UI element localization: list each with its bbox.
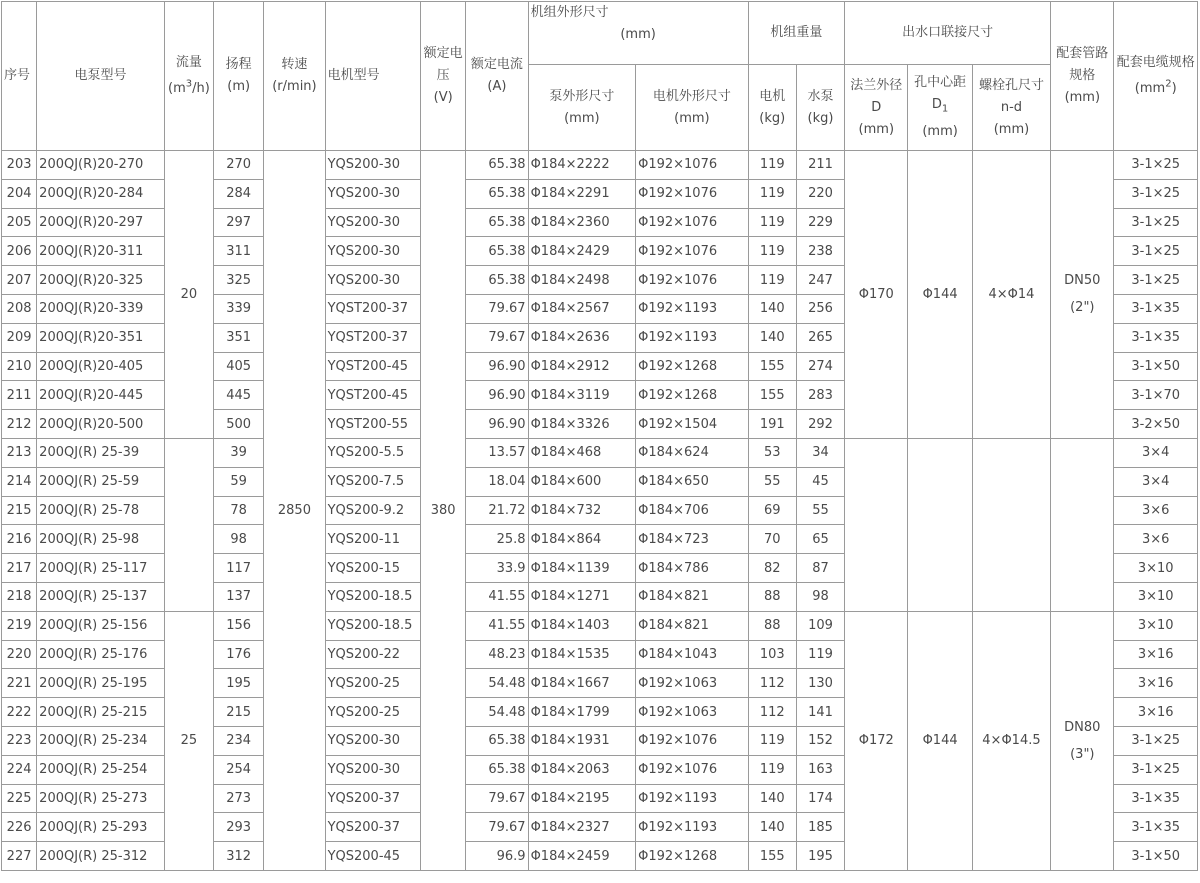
flow-group-25: 25 (164, 611, 213, 870)
row-head: 405 (214, 352, 264, 381)
flow-group-20: 20 (164, 151, 213, 439)
row-current: 54.48 (466, 698, 528, 727)
row-no: 214 (2, 467, 37, 496)
row-current: 65.38 (466, 151, 528, 180)
row-pump-dims: Φ184×2636 (528, 323, 636, 352)
row-motor-dims: Φ192×1193 (636, 294, 749, 323)
row-weight-pump: 174 (796, 784, 844, 813)
row-weight-motor: 88 (748, 582, 796, 611)
row-current: 65.38 (466, 179, 528, 208)
row-no: 219 (2, 611, 37, 640)
bolt-group-a: 4×Φ14 (972, 151, 1050, 439)
row-no: 212 (2, 410, 37, 439)
row-model: 200QJ(R)20-351 (37, 323, 165, 352)
row-motor: YQS200-37 (325, 813, 420, 842)
row-cable: 3-2×50 (1114, 410, 1198, 439)
row-cable: 3-1×35 (1114, 294, 1198, 323)
header-weight: 机组重量 (748, 2, 844, 65)
row-weight-motor: 103 (748, 640, 796, 669)
row-weight-pump: 265 (796, 323, 844, 352)
row-motor: YQS200-37 (325, 784, 420, 813)
row-pump-dims: Φ184×1799 (528, 698, 636, 727)
header-model: 电泵型号 (37, 2, 165, 151)
row-motor-dims: Φ192×1193 (636, 323, 749, 352)
row-current: 41.55 (466, 582, 528, 611)
row-model: 200QJ(R) 25-59 (37, 467, 165, 496)
row-motor-dims: Φ192×1504 (636, 410, 749, 439)
row-weight-pump: 256 (796, 294, 844, 323)
row-cable: 3-1×25 (1114, 208, 1198, 237)
row-motor-dims: Φ192×1268 (636, 352, 749, 381)
row-head: 78 (214, 496, 264, 525)
flange-group-a: Φ170 (845, 151, 908, 439)
row-cable: 3-1×35 (1114, 813, 1198, 842)
row-motor-dims: Φ192×1076 (636, 726, 749, 755)
row-weight-motor: 155 (748, 842, 796, 871)
row-motor: YQS200-15 (325, 554, 420, 583)
row-current: 18.04 (466, 467, 528, 496)
row-weight-motor: 140 (748, 784, 796, 813)
header-cable: 配套电缆规格 $(mm^2)$ (1114, 2, 1198, 151)
row-motor: YQS200-7.5 (325, 467, 420, 496)
row-current: 65.38 (466, 726, 528, 755)
row-weight-motor: 155 (748, 352, 796, 381)
row-current: 96.9 (466, 842, 528, 871)
row-current: 21.72 (466, 496, 528, 525)
row-model: 200QJ(R)20-500 (37, 410, 165, 439)
header-no: 序号 (2, 2, 37, 151)
row-weight-pump: 141 (796, 698, 844, 727)
row-motor: YQS200-25 (325, 698, 420, 727)
row-current: 48.23 (466, 640, 528, 669)
row-pump-dims: Φ184×3326 (528, 410, 636, 439)
header-weight-motor: 电机 (kg) (748, 65, 796, 151)
row-weight-pump: 152 (796, 726, 844, 755)
row-motor: YQST200-45 (325, 352, 420, 381)
row-weight-pump: 87 (796, 554, 844, 583)
row-current: 79.67 (466, 323, 528, 352)
row-pump-dims: Φ184×732 (528, 496, 636, 525)
row-current: 79.67 (466, 813, 528, 842)
row-motor: YQS200-9.2 (325, 496, 420, 525)
row-motor-dims: Φ192×1268 (636, 381, 749, 410)
hole-group-b: Φ144 (908, 611, 972, 870)
row-motor: YQST200-37 (325, 323, 420, 352)
row-cable: 3×6 (1114, 496, 1198, 525)
speed-value: 2850 (264, 151, 325, 871)
row-pump-dims: Φ184×1535 (528, 640, 636, 669)
row-cable: 3-1×35 (1114, 323, 1198, 352)
row-pump-dims: Φ184×2195 (528, 784, 636, 813)
row-pump-dims: Φ184×1271 (528, 582, 636, 611)
header-flow-unit: $(m^3/h)$ (168, 78, 210, 97)
row-head: 339 (214, 294, 264, 323)
row-weight-pump: 34 (796, 438, 844, 467)
row-pump-dims: Φ184×468 (528, 438, 636, 467)
row-cable: 3×4 (1114, 438, 1198, 467)
row-no: 227 (2, 842, 37, 871)
row-weight-pump: 65 (796, 525, 844, 554)
header-flow (164, 2, 213, 151)
header-current: 额定电流 (A) (466, 2, 528, 151)
row-current: 96.90 (466, 410, 528, 439)
row-current: 65.38 (466, 266, 528, 295)
row-cable: 3-1×25 (1114, 755, 1198, 784)
row-weight-motor: 140 (748, 813, 796, 842)
row-head: 270 (214, 151, 264, 180)
header-weight-pump: 水泵 (kg) (796, 65, 844, 151)
row-head: 195 (214, 669, 264, 698)
row-pump-dims: Φ184×1667 (528, 669, 636, 698)
row-no: 213 (2, 438, 37, 467)
row-motor: YQS200-18.5 (325, 582, 420, 611)
row-cable: 3-1×25 (1114, 237, 1198, 266)
row-model: 200QJ(R) 25-312 (37, 842, 165, 871)
row-head: 311 (214, 237, 264, 266)
header-hole: 孔中心距$D_1$ (mm) (908, 65, 972, 151)
voltage-value: 380 (421, 151, 466, 871)
row-cable: 3-1×35 (1114, 784, 1198, 813)
header-dims: 机组外形尺寸 (mm) (528, 2, 748, 65)
row-weight-pump: 185 (796, 813, 844, 842)
pipe-group-b: DN80 (3") (1051, 611, 1114, 870)
row-head: 500 (214, 410, 264, 439)
row-weight-pump: 109 (796, 611, 844, 640)
row-model: 200QJ(R) 25-98 (37, 525, 165, 554)
header-motor-dims: 电机外形尺寸 (mm) (636, 65, 749, 151)
row-model: 200QJ(R) 25-273 (37, 784, 165, 813)
row-motor-dims: Φ192×1076 (636, 151, 749, 180)
row-head: 137 (214, 582, 264, 611)
row-head: 351 (214, 323, 264, 352)
row-head: 273 (214, 784, 264, 813)
row-motor: YQST200-55 (325, 410, 420, 439)
row-motor: YQS200-22 (325, 640, 420, 669)
row-weight-pump: 274 (796, 352, 844, 381)
row-motor: YQS200-5.5 (325, 438, 420, 467)
row-weight-motor: 112 (748, 698, 796, 727)
row-current: 54.48 (466, 669, 528, 698)
row-motor-dims: Φ184×821 (636, 582, 749, 611)
row-model: 200QJ(R) 25-195 (37, 669, 165, 698)
row-model: 200QJ(R) 25-117 (37, 554, 165, 583)
row-head: 297 (214, 208, 264, 237)
row-weight-pump: 55 (796, 496, 844, 525)
row-current: 41.55 (466, 611, 528, 640)
header-cable-unit: $(mm^2)$ (1134, 78, 1177, 97)
bolt-group-empty (972, 438, 1050, 611)
row-weight-motor: 119 (748, 755, 796, 784)
row-motor-dims: Φ192×1076 (636, 208, 749, 237)
row-pump-dims: Φ184×2498 (528, 266, 636, 295)
row-current: 65.38 (466, 755, 528, 784)
row-motor: YQS200-30 (325, 726, 420, 755)
row-pump-dims: Φ184×3119 (528, 381, 636, 410)
row-head: 176 (214, 640, 264, 669)
row-model: 200QJ(R)20-405 (37, 352, 165, 381)
row-head: 59 (214, 467, 264, 496)
row-motor-dims: Φ184×706 (636, 496, 749, 525)
row-weight-pump: 130 (796, 669, 844, 698)
pipe-group-empty (1051, 438, 1114, 611)
row-cable: 3-1×25 (1114, 726, 1198, 755)
row-motor-dims: Φ184×1043 (636, 640, 749, 669)
row-motor: YQST200-37 (325, 294, 420, 323)
row-weight-pump: 163 (796, 755, 844, 784)
row-motor: YQS200-18.5 (325, 611, 420, 640)
table-row (2, 611, 1198, 640)
row-weight-motor: 119 (748, 151, 796, 180)
pump-spec-table (1, 1, 1198, 871)
row-head: 39 (214, 438, 264, 467)
row-no: 225 (2, 784, 37, 813)
row-current: 65.38 (466, 237, 528, 266)
row-head: 117 (214, 554, 264, 583)
row-pump-dims: Φ184×2291 (528, 179, 636, 208)
header-speed: 转速 (r/min) (264, 2, 325, 151)
row-head: 284 (214, 179, 264, 208)
row-head: 254 (214, 755, 264, 784)
row-model: 200QJ(R) 25-156 (37, 611, 165, 640)
header-bolt: 螺栓孔尺寸n-d (mm) (972, 65, 1050, 151)
row-current: 96.90 (466, 381, 528, 410)
row-current: 79.67 (466, 784, 528, 813)
row-motor-dims: Φ192×1076 (636, 237, 749, 266)
row-motor: YQS200-30 (325, 151, 420, 180)
row-weight-pump: 229 (796, 208, 844, 237)
row-motor: YQS200-30 (325, 179, 420, 208)
row-motor: YQS200-30 (325, 237, 420, 266)
row-no: 216 (2, 525, 37, 554)
row-no: 208 (2, 294, 37, 323)
row-no: 222 (2, 698, 37, 727)
row-pump-dims: Φ184×864 (528, 525, 636, 554)
row-weight-pump: 98 (796, 582, 844, 611)
row-weight-motor: 140 (748, 294, 796, 323)
flow-group-empty (164, 438, 213, 611)
row-no: 209 (2, 323, 37, 352)
row-pump-dims: Φ184×2459 (528, 842, 636, 871)
header-voltage: 额定电压 (V) (421, 2, 466, 151)
row-head: 98 (214, 525, 264, 554)
row-cable: 3×10 (1114, 611, 1198, 640)
row-motor: YQS200-30 (325, 266, 420, 295)
row-cable: 3×4 (1114, 467, 1198, 496)
row-weight-motor: 112 (748, 669, 796, 698)
row-model: 200QJ(R)20-325 (37, 266, 165, 295)
row-no: 207 (2, 266, 37, 295)
row-model: 200QJ(R) 25-78 (37, 496, 165, 525)
row-cable: 3×6 (1114, 525, 1198, 554)
row-motor-dims: Φ192×1076 (636, 266, 749, 295)
row-weight-pump: 211 (796, 151, 844, 180)
row-model: 200QJ(R)20-270 (37, 151, 165, 180)
flange-group-empty (845, 438, 908, 611)
row-weight-motor: 119 (748, 179, 796, 208)
row-cable: 3×10 (1114, 582, 1198, 611)
row-cable: 3-1×25 (1114, 266, 1198, 295)
row-motor-dims: Φ192×1268 (636, 842, 749, 871)
row-no: 223 (2, 726, 37, 755)
table-body (2, 151, 1198, 871)
row-motor: YQS200-45 (325, 842, 420, 871)
row-no: 205 (2, 208, 37, 237)
row-motor-dims: Φ184×786 (636, 554, 749, 583)
row-weight-motor: 70 (748, 525, 796, 554)
row-weight-motor: 53 (748, 438, 796, 467)
row-motor-dims: Φ192×1063 (636, 669, 749, 698)
row-weight-pump: 220 (796, 179, 844, 208)
row-motor-dims: Φ192×1193 (636, 813, 749, 842)
row-weight-pump: 45 (796, 467, 844, 496)
row-weight-pump: 283 (796, 381, 844, 410)
row-motor: YQS200-25 (325, 669, 420, 698)
table-header (2, 2, 1198, 151)
row-cable: 3-1×70 (1114, 381, 1198, 410)
row-model: 200QJ(R) 25-215 (37, 698, 165, 727)
row-motor-dims: Φ184×650 (636, 467, 749, 496)
row-weight-motor: 119 (748, 237, 796, 266)
row-no: 217 (2, 554, 37, 583)
row-motor: YQST200-45 (325, 381, 420, 410)
row-weight-motor: 82 (748, 554, 796, 583)
row-no: 226 (2, 813, 37, 842)
row-weight-motor: 119 (748, 266, 796, 295)
row-weight-motor: 119 (748, 726, 796, 755)
row-no: 204 (2, 179, 37, 208)
row-pump-dims: Φ184×600 (528, 467, 636, 496)
row-no: 210 (2, 352, 37, 381)
row-model: 200QJ(R) 25-293 (37, 813, 165, 842)
row-model: 200QJ(R) 25-137 (37, 582, 165, 611)
row-head: 445 (214, 381, 264, 410)
row-model: 200QJ(R) 25-176 (37, 640, 165, 669)
hole-group-a: Φ144 (908, 151, 972, 439)
row-motor-dims: Φ184×723 (636, 525, 749, 554)
row-pump-dims: Φ184×2567 (528, 294, 636, 323)
row-head: 234 (214, 726, 264, 755)
row-model: 200QJ(R)20-284 (37, 179, 165, 208)
bolt-group-b: 4×Φ14.5 (972, 611, 1050, 870)
row-no: 215 (2, 496, 37, 525)
header-pipe: 配套管路规格 (mm) (1051, 2, 1114, 151)
row-weight-pump: 238 (796, 237, 844, 266)
row-current: 65.38 (466, 208, 528, 237)
row-no: 203 (2, 151, 37, 180)
header-head: 扬程 (m) (214, 2, 264, 151)
row-weight-motor: 155 (748, 381, 796, 410)
row-model: 200QJ(R) 25-39 (37, 438, 165, 467)
row-motor: YQS200-11 (325, 525, 420, 554)
row-cable: 3×16 (1114, 698, 1198, 727)
header-flange: 法兰外径D (mm) (845, 65, 908, 151)
row-pump-dims: Φ184×2063 (528, 755, 636, 784)
row-model: 200QJ(R)20-297 (37, 208, 165, 237)
row-motor-dims: Φ192×1076 (636, 179, 749, 208)
row-weight-pump: 292 (796, 410, 844, 439)
row-weight-motor: 140 (748, 323, 796, 352)
header-flow-label: 流量 (175, 54, 202, 70)
row-no: 206 (2, 237, 37, 266)
flange-group-b: Φ172 (845, 611, 908, 870)
row-pump-dims: Φ184×1139 (528, 554, 636, 583)
header-pump-dims: 泵外形尺寸 (mm) (528, 65, 636, 151)
row-pump-dims: Φ184×2912 (528, 352, 636, 381)
row-pump-dims: Φ184×2222 (528, 151, 636, 180)
row-model: 200QJ(R)20-339 (37, 294, 165, 323)
header-outlet: 出水口联接尺寸 (845, 2, 1051, 65)
row-weight-motor: 69 (748, 496, 796, 525)
row-motor-dims: Φ184×821 (636, 611, 749, 640)
row-cable: 3×16 (1114, 669, 1198, 698)
row-motor-dims: Φ192×1063 (636, 698, 749, 727)
row-cable: 3-1×25 (1114, 179, 1198, 208)
row-model: 200QJ(R) 25-254 (37, 755, 165, 784)
table-row (2, 438, 1198, 467)
row-head: 215 (214, 698, 264, 727)
row-weight-motor: 191 (748, 410, 796, 439)
row-no: 218 (2, 582, 37, 611)
row-model: 200QJ(R)20-445 (37, 381, 165, 410)
row-no: 211 (2, 381, 37, 410)
row-weight-pump: 195 (796, 842, 844, 871)
row-cable: 3-1×50 (1114, 842, 1198, 871)
row-cable: 3-1×25 (1114, 151, 1198, 180)
row-current: 96.90 (466, 352, 528, 381)
table-row (2, 151, 1198, 180)
row-motor-dims: Φ184×624 (636, 438, 749, 467)
row-current: 25.8 (466, 525, 528, 554)
header-motor: 电机型号 (325, 2, 420, 151)
row-cable: 3-1×50 (1114, 352, 1198, 381)
row-model: 200QJ(R)20-311 (37, 237, 165, 266)
row-motor-dims: Φ192×1193 (636, 784, 749, 813)
pipe-group-a: DN50 (2") (1051, 151, 1114, 439)
row-head: 312 (214, 842, 264, 871)
row-weight-motor: 88 (748, 611, 796, 640)
row-current: 33.9 (466, 554, 528, 583)
row-motor: YQS200-30 (325, 208, 420, 237)
row-weight-motor: 119 (748, 208, 796, 237)
row-weight-pump: 247 (796, 266, 844, 295)
hole-group-empty (908, 438, 972, 611)
row-weight-motor: 55 (748, 467, 796, 496)
row-current: 13.57 (466, 438, 528, 467)
row-motor: YQS200-30 (325, 755, 420, 784)
row-current: 79.67 (466, 294, 528, 323)
row-no: 220 (2, 640, 37, 669)
row-cable: 3×10 (1114, 554, 1198, 583)
row-weight-pump: 119 (796, 640, 844, 669)
row-head: 156 (214, 611, 264, 640)
row-pump-dims: Φ184×2429 (528, 237, 636, 266)
row-model: 200QJ(R) 25-234 (37, 726, 165, 755)
row-no: 221 (2, 669, 37, 698)
row-head: 325 (214, 266, 264, 295)
row-pump-dims: Φ184×1931 (528, 726, 636, 755)
row-pump-dims: Φ184×2360 (528, 208, 636, 237)
row-no: 224 (2, 755, 37, 784)
row-motor-dims: Φ192×1076 (636, 755, 749, 784)
row-head: 293 (214, 813, 264, 842)
row-pump-dims: Φ184×1403 (528, 611, 636, 640)
row-cable: 3×16 (1114, 640, 1198, 669)
row-pump-dims: Φ184×2327 (528, 813, 636, 842)
